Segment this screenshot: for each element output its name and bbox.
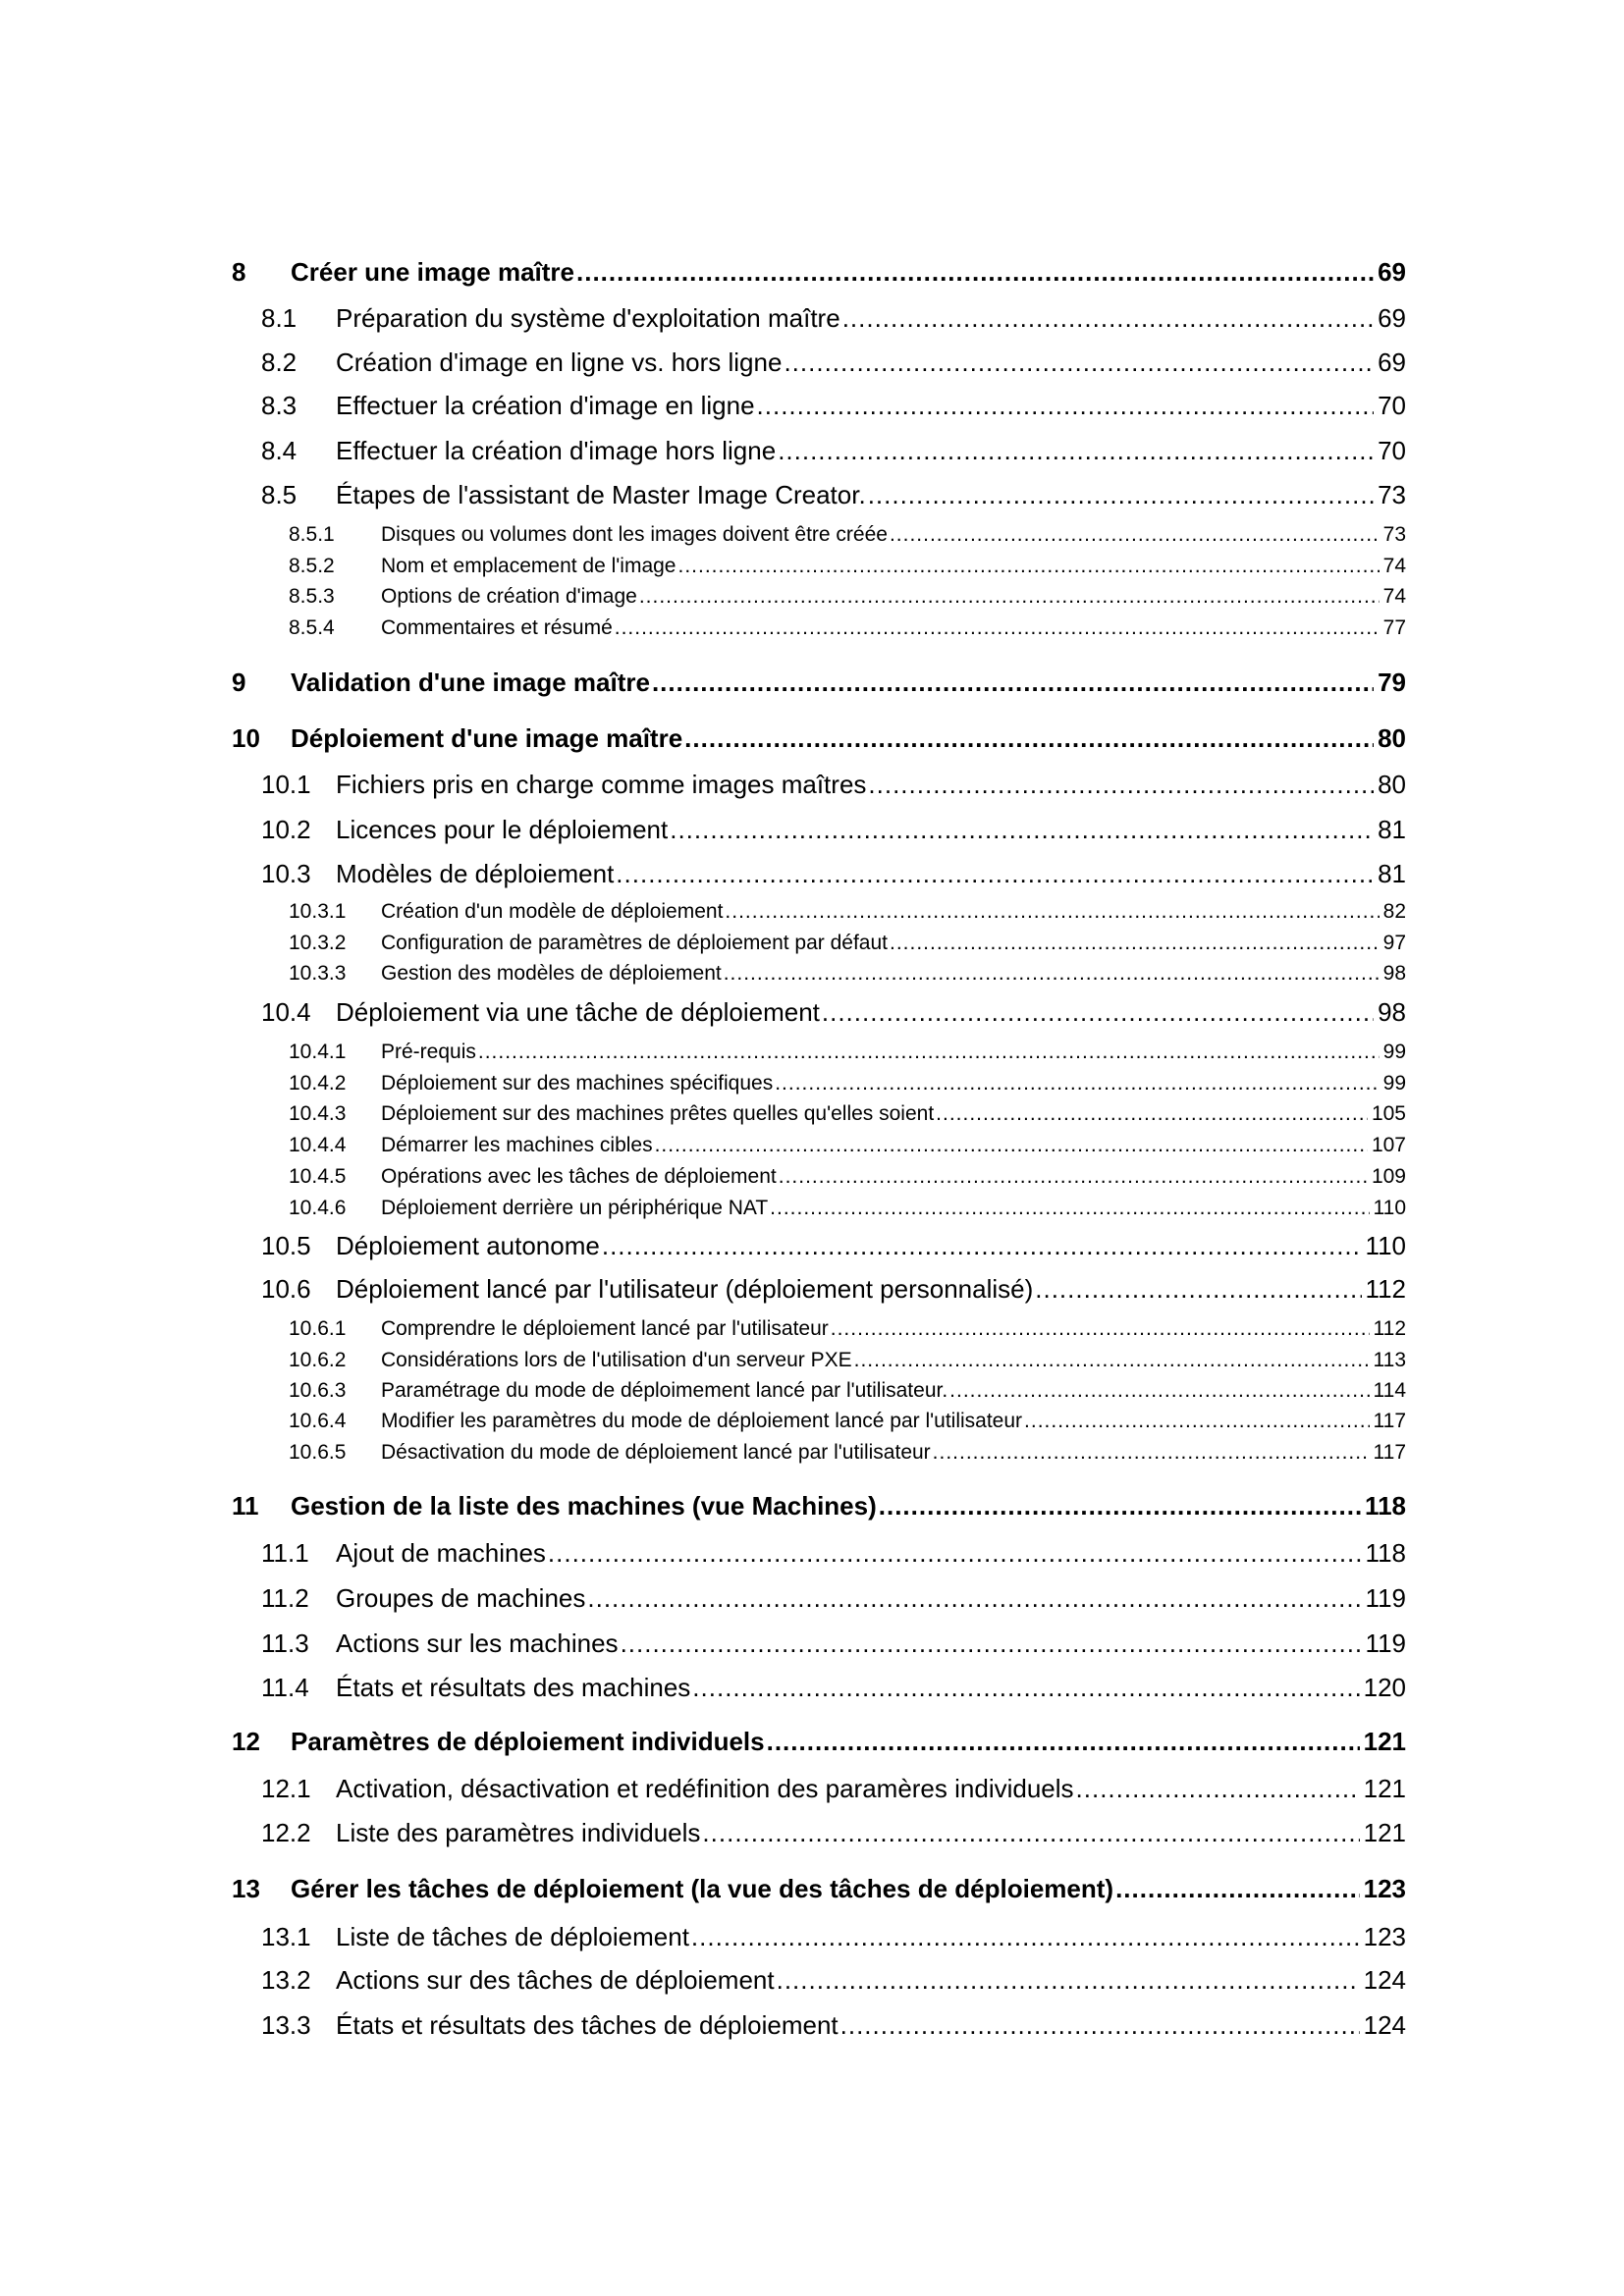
toc-entry-level-3[interactable] xyxy=(289,900,1406,924)
toc-entry-level-3[interactable] xyxy=(289,1441,1406,1465)
toc-entry-level-1[interactable] xyxy=(232,1491,1406,1522)
dot-leader xyxy=(822,997,1374,1028)
toc-entry-title: Créer une image maître xyxy=(291,257,575,287)
toc-entry-page: 74 xyxy=(1382,585,1406,608)
toc-entry-level-2[interactable] xyxy=(261,303,1406,334)
toc-entry-level-2[interactable] xyxy=(261,1231,1406,1261)
toc-entry-title: Fichiers pris en charge comme images maîtres xyxy=(336,770,867,799)
dot-leader xyxy=(655,1134,1368,1157)
toc-entry-page: 69 xyxy=(1378,303,1406,333)
toc-entry-page: 119 xyxy=(1365,1583,1406,1613)
toc-entry-number: 10.6 xyxy=(261,1274,311,1304)
toc-entry-page: 80 xyxy=(1378,770,1406,799)
toc-entry-title: Liste des paramètres individuels xyxy=(336,1818,701,1847)
dot-leader xyxy=(777,1965,1360,1996)
toc-entry-title: Considérations lors de l'utilisation d'un serveur PXE xyxy=(381,1349,852,1371)
toc-entry-number: 10.4.3 xyxy=(289,1102,347,1125)
dot-leader xyxy=(778,436,1374,466)
toc-entry-title: Comprendre le déploiement lancé par l'utilisateur xyxy=(381,1317,829,1340)
toc-entry-title: Effectuer la création d'image en ligne xyxy=(336,391,755,420)
toc-entry-title: Création d'image en ligne vs. hors ligne xyxy=(336,347,783,377)
dot-leader xyxy=(879,1491,1361,1522)
toc-entry-level-3[interactable] xyxy=(289,585,1406,609)
toc-entry-page: 113 xyxy=(1373,1349,1406,1371)
toc-entry-page: 82 xyxy=(1382,900,1406,923)
toc-entry-page: 107 xyxy=(1371,1134,1406,1156)
toc-entry-number: 10.4.2 xyxy=(289,1072,347,1095)
toc-entry-page: 97 xyxy=(1382,932,1406,954)
toc-entry-level-2[interactable] xyxy=(261,1965,1406,1996)
toc-entry-level-2[interactable] xyxy=(261,770,1406,800)
toc-entry-level-3[interactable] xyxy=(289,1317,1406,1341)
toc-entry-title: Options de création d'image xyxy=(381,585,637,608)
toc-entry-number: 10.6.3 xyxy=(289,1379,347,1402)
dot-leader xyxy=(936,1102,1368,1126)
dot-leader xyxy=(1024,1410,1369,1433)
toc-entry-level-3[interactable] xyxy=(289,555,1406,578)
toc-entry-page: 79 xyxy=(1378,667,1406,697)
toc-entry-page: 118 xyxy=(1365,1538,1406,1568)
dot-leader xyxy=(868,770,1374,800)
toc-entry-page: 124 xyxy=(1363,1965,1406,1995)
toc-entry-number: 11.3 xyxy=(261,1629,309,1658)
toc-entry-title: Licences pour le déploiement xyxy=(336,815,669,844)
toc-entry-title: Démarrer les machines cibles xyxy=(381,1134,653,1156)
toc-entry-title: Gestion des modèles de déploiement xyxy=(381,962,722,985)
toc-entry-level-2[interactable] xyxy=(261,347,1406,378)
toc-entry-number: 10.6.2 xyxy=(289,1349,347,1371)
dot-leader xyxy=(576,257,1374,288)
toc-entry-number: 8.5.2 xyxy=(289,555,335,577)
dot-leader xyxy=(639,585,1380,609)
toc-entry-title: Gérer les tâches de déploiement (la vue des tâches de déploiement) xyxy=(291,1874,1114,1903)
toc-entry-level-2[interactable] xyxy=(261,997,1406,1028)
toc-entry-number: 12.2 xyxy=(261,1818,311,1847)
toc-entry-level-2[interactable] xyxy=(261,1922,1406,1952)
toc-entry-level-2[interactable] xyxy=(261,815,1406,845)
toc-entry-number: 11.1 xyxy=(261,1538,309,1568)
dot-leader xyxy=(854,1349,1370,1372)
toc-entry-title: Ajout de machines xyxy=(336,1538,546,1568)
toc-entry-level-1[interactable] xyxy=(232,1727,1406,1757)
toc-entry-page: 80 xyxy=(1378,723,1406,753)
toc-entry-number: 8.4 xyxy=(261,436,298,465)
toc-entry-number: 10.2 xyxy=(261,815,311,844)
toc-entry-title: Liste de tâches de déploiement xyxy=(336,1922,689,1951)
toc-entry-level-3[interactable] xyxy=(289,962,1406,986)
toc-entry-page: 123 xyxy=(1363,1922,1406,1951)
toc-entry-level-3[interactable] xyxy=(289,1349,1406,1372)
toc-entry-number: 8.2 xyxy=(261,347,298,377)
toc-entry-title: Modèles de déploiement xyxy=(336,859,615,888)
toc-entry-number: 13.1 xyxy=(261,1922,311,1951)
dot-leader xyxy=(478,1041,1380,1064)
toc-entry-page: 81 xyxy=(1378,859,1406,888)
dot-leader xyxy=(602,1231,1362,1261)
toc-entry-page: 98 xyxy=(1378,997,1406,1027)
toc-entry-level-3[interactable] xyxy=(289,1041,1406,1064)
dot-leader xyxy=(725,900,1379,924)
toc-entry-level-3[interactable] xyxy=(289,1410,1406,1433)
toc-entry-level-2[interactable] xyxy=(261,859,1406,889)
toc-entry-level-2[interactable] xyxy=(261,1583,1406,1614)
toc-entry-title: Configuration de paramètres de déploiement par défaut xyxy=(381,932,888,954)
toc-entry-level-3[interactable] xyxy=(289,1197,1406,1220)
toc-entry-number: 13 xyxy=(232,1874,260,1903)
dot-leader xyxy=(702,1818,1359,1848)
toc-entry-number: 8.5.1 xyxy=(289,523,335,546)
toc-entry-title: Déploiement d'une image maître xyxy=(291,723,683,753)
toc-entry-title: Déploiement lancé par l'utilisateur (déploiement personnalisé) xyxy=(336,1274,1034,1304)
toc-entry-title: Étapes de l'assistant de Master Image Creator. xyxy=(336,480,866,509)
toc-entry-title: Actions sur les machines xyxy=(336,1629,619,1658)
toc-entry-level-2[interactable] xyxy=(261,1818,1406,1848)
toc-entry-level-2[interactable] xyxy=(261,1629,1406,1659)
toc-entry-page: 99 xyxy=(1382,1041,1406,1063)
toc-entry-title: Gestion de la liste des machines (vue Machines) xyxy=(291,1491,877,1521)
toc-entry-page: 117 xyxy=(1373,1441,1406,1464)
toc-entry-title: Disques ou volumes dont les images doivent être créée xyxy=(381,523,888,546)
dot-leader xyxy=(677,555,1379,578)
dot-leader xyxy=(868,480,1374,510)
toc-entry-page: 98 xyxy=(1382,962,1406,985)
toc-entry-title: Groupes de machines xyxy=(336,1583,586,1613)
toc-entry-number: 10.6.5 xyxy=(289,1441,347,1464)
dot-leader xyxy=(842,303,1374,334)
toc-entry-number: 10.4.5 xyxy=(289,1165,347,1188)
toc-entry-level-3[interactable] xyxy=(289,616,1406,640)
dot-leader xyxy=(840,2010,1360,2041)
toc-entry-level-3[interactable] xyxy=(289,523,1406,547)
toc-entry-page: 118 xyxy=(1365,1491,1406,1521)
dot-leader xyxy=(767,1727,1360,1757)
toc-entry-title: Pré-requis xyxy=(381,1041,476,1063)
toc-entry-title: Validation d'une image maître xyxy=(291,667,650,697)
toc-entry-title: Création d'un modèle de déploiement xyxy=(381,900,724,923)
dot-leader xyxy=(684,723,1374,754)
toc-entry-level-1[interactable] xyxy=(232,257,1406,288)
toc-entry-level-2[interactable] xyxy=(261,1774,1406,1804)
toc-entry-page: 121 xyxy=(1363,1818,1406,1847)
toc-entry-title: Commentaires et résumé xyxy=(381,616,613,639)
toc-entry-page: 99 xyxy=(1382,1072,1406,1095)
toc-entry-page: 120 xyxy=(1363,1673,1406,1702)
dot-leader xyxy=(691,1922,1360,1952)
toc-entry-title: Activation, désactivation et redéfinition des paramères individuels xyxy=(336,1774,1074,1803)
toc-entry-title: Opérations avec les tâches de déploiement xyxy=(381,1165,777,1188)
dot-leader xyxy=(1115,1874,1360,1904)
dot-leader xyxy=(587,1583,1361,1614)
dot-leader xyxy=(933,1441,1370,1465)
toc-entry-number: 8.5 xyxy=(261,480,298,509)
toc-entry-title: États et résultats des tâches de déploiement xyxy=(336,2010,839,2040)
toc-entry-number: 10.1 xyxy=(261,770,311,799)
toc-entry-number: 10.6.1 xyxy=(289,1317,347,1340)
toc-entry-title: Effectuer la création d'image hors ligne xyxy=(336,436,777,465)
toc-entry-page: 73 xyxy=(1382,523,1406,546)
toc-entry-level-3[interactable] xyxy=(289,1102,1406,1126)
toc-entry-number: 13.3 xyxy=(261,2010,311,2040)
toc-entry-number: 8.5.4 xyxy=(289,616,335,639)
toc-entry-number: 12 xyxy=(232,1727,260,1756)
toc-entry-title: États et résultats des machines xyxy=(336,1673,691,1702)
toc-entry-number: 10.3.3 xyxy=(289,962,347,985)
dot-leader xyxy=(949,1379,1369,1403)
toc-entry-title: Déploiement sur des machines prêtes quelles qu'elles soient xyxy=(381,1102,935,1125)
toc-entry-page: 110 xyxy=(1365,1231,1406,1260)
toc-entry-page: 73 xyxy=(1378,480,1406,509)
toc-entry-title: Paramètres de déploiement individuels xyxy=(291,1727,765,1756)
toc-entry-page: 69 xyxy=(1378,347,1406,377)
toc-entry-level-3[interactable] xyxy=(289,932,1406,955)
dot-leader xyxy=(692,1673,1359,1703)
toc-entry-page: 114 xyxy=(1373,1379,1406,1402)
toc-entry-title: Déploiement sur des machines spécifiques xyxy=(381,1072,774,1095)
toc-entry-level-2[interactable] xyxy=(261,480,1406,510)
toc-entry-page: 110 xyxy=(1373,1197,1406,1219)
toc-entry-page: 70 xyxy=(1378,391,1406,420)
toc-entry-number: 9 xyxy=(232,667,246,697)
toc-entry-page: 81 xyxy=(1378,815,1406,844)
toc-entry-page: 69 xyxy=(1378,257,1406,287)
toc-entry-number: 10.4.6 xyxy=(289,1197,347,1219)
toc-entry-number: 8 xyxy=(232,257,246,287)
toc-entry-level-1[interactable] xyxy=(232,723,1406,754)
dot-leader xyxy=(615,616,1380,640)
toc-entry-level-3[interactable] xyxy=(289,1379,1406,1403)
toc-entry-page: 105 xyxy=(1371,1102,1406,1125)
toc-entry-number: 10 xyxy=(232,723,260,753)
toc-entry-page: 121 xyxy=(1363,1774,1406,1803)
toc-entry-level-3[interactable] xyxy=(289,1134,1406,1157)
toc-entry-page: 70 xyxy=(1378,436,1406,465)
toc-entry-title: Actions sur des tâches de déploiement xyxy=(336,1965,775,1995)
toc-entry-page: 112 xyxy=(1373,1317,1406,1340)
dot-leader xyxy=(621,1629,1362,1659)
toc-entry-page: 119 xyxy=(1365,1629,1406,1658)
toc-entry-number: 11 xyxy=(232,1491,259,1521)
dot-leader xyxy=(616,859,1374,889)
dot-leader xyxy=(652,667,1374,698)
toc-entry-number: 10.3.1 xyxy=(289,900,347,923)
toc-entry-title: Déploiement derrière un périphérique NAT xyxy=(381,1197,769,1219)
dot-leader xyxy=(890,523,1380,547)
toc-entry-title: Déploiement autonome xyxy=(336,1231,600,1260)
toc-entry-level-3[interactable] xyxy=(289,1165,1406,1189)
toc-entry-level-2[interactable] xyxy=(261,2010,1406,2041)
toc-entry-title: Nom et emplacement de l'image xyxy=(381,555,677,577)
toc-entry-number: 11.2 xyxy=(261,1583,309,1613)
toc-entry-title: Déploiement via une tâche de déploiement xyxy=(336,997,820,1027)
dot-leader xyxy=(770,1197,1369,1220)
dot-leader xyxy=(1035,1274,1361,1305)
dot-leader xyxy=(779,1165,1368,1189)
toc-entry-level-2[interactable] xyxy=(261,1274,1406,1305)
toc-entry-number: 10.3.2 xyxy=(289,932,347,954)
dot-leader xyxy=(670,815,1374,845)
toc-entry-number: 12.1 xyxy=(261,1774,311,1803)
toc-entry-number: 11.4 xyxy=(261,1673,309,1702)
toc-entry-page: 77 xyxy=(1382,616,1406,639)
toc-entry-title: Préparation du système d'exploitation maître xyxy=(336,303,840,333)
toc-entry-page: 124 xyxy=(1363,2010,1406,2040)
toc-entry-number: 10.4 xyxy=(261,997,311,1027)
toc-entry-page: 74 xyxy=(1382,555,1406,577)
toc-entry-level-2[interactable] xyxy=(261,1538,1406,1569)
dot-leader xyxy=(775,1072,1379,1095)
toc-entry-number: 10.6.4 xyxy=(289,1410,347,1432)
toc-entry-page: 112 xyxy=(1365,1274,1406,1304)
toc-entry-level-2[interactable] xyxy=(261,436,1406,466)
dot-leader xyxy=(831,1317,1370,1341)
toc-entry-page: 109 xyxy=(1371,1165,1406,1188)
toc-entry-page: 117 xyxy=(1373,1410,1406,1432)
toc-entry-number: 13.2 xyxy=(261,1965,311,1995)
dot-leader xyxy=(757,391,1375,421)
toc-entry-number: 8.5.3 xyxy=(289,585,335,608)
toc-entry-number: 10.4.1 xyxy=(289,1041,347,1063)
toc-entry-number: 8.1 xyxy=(261,303,298,333)
toc-entry-level-1[interactable] xyxy=(232,667,1406,698)
toc-entry-number: 8.3 xyxy=(261,391,298,420)
toc-entry-level-3[interactable] xyxy=(289,1072,1406,1095)
toc-entry-title: Désactivation du mode de déploiement lancé par l'utilisateur xyxy=(381,1441,931,1464)
dot-leader xyxy=(548,1538,1362,1569)
dot-leader xyxy=(724,962,1380,986)
dot-leader xyxy=(890,932,1380,955)
toc-entry-level-1[interactable] xyxy=(232,1874,1406,1904)
toc-entry-page: 123 xyxy=(1363,1874,1406,1903)
toc-entry-page: 121 xyxy=(1363,1727,1406,1756)
toc-entry-level-2[interactable] xyxy=(261,391,1406,421)
toc-entry-number: 10.5 xyxy=(261,1231,311,1260)
dot-leader xyxy=(784,347,1374,378)
toc-entry-number: 10.3 xyxy=(261,859,311,888)
toc-entry-title: Paramétrage du mode de déploimement lancé par l'utilisateur. xyxy=(381,1379,948,1402)
dot-leader xyxy=(1076,1774,1360,1804)
toc-entry-level-2[interactable] xyxy=(261,1673,1406,1703)
toc-entry-title: Modifier les paramètres du mode de déploiement lancé par l'utilisateur xyxy=(381,1410,1023,1432)
toc-entry-number: 10.4.4 xyxy=(289,1134,347,1156)
